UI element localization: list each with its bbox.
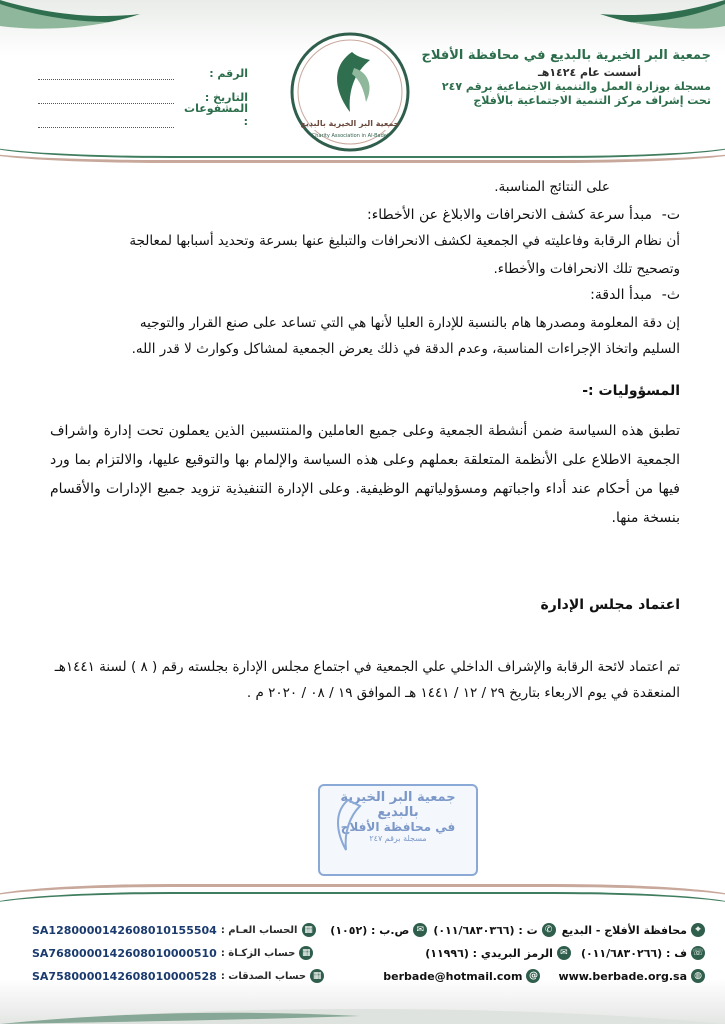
stamp-line: بالبديع (377, 805, 419, 820)
footer-fax-row (425, 946, 705, 960)
item-title: مبدأ الدقة: (590, 287, 652, 303)
supervision-info: تحت إشراف مركز التنمية الاجتماعية بالأفلاج (473, 94, 711, 107)
po-box-text: ص.ب : (١٠٥٢) (330, 923, 410, 937)
ref-number-line (38, 69, 174, 80)
organization-info (411, 48, 711, 108)
leaf-decoration-icon (0, 0, 175, 40)
founded-year: أسست عام ١٤٢٤هـ (537, 66, 641, 79)
email-icon: @ (526, 969, 540, 983)
footer-location-row (330, 923, 705, 937)
bank-icon: ▦ (299, 946, 313, 960)
stamp-line: مسجلة برقم ٢٤٧ (369, 834, 427, 843)
ref-date-label: التاريخ : (204, 91, 248, 104)
ref-number-label: الرقم : (209, 67, 248, 80)
paragraph-line: السليم واتخاذ الإجراءات المناسبة، وعدم الدقة في ذلك يعرض الجمعية لمشاكل وكوارث لا قدر الله. (131, 341, 680, 357)
approval-heading: اعتماد مجلس الإدارة (540, 597, 680, 613)
website-link[interactable]: www.berbade.org.sa (558, 969, 687, 983)
phone-text: ت : (٠١١/٦٨٣٠٣٦٦) (433, 923, 538, 937)
item-marker: ث- (661, 287, 680, 303)
account-row (18, 969, 324, 983)
ref-date-line (38, 93, 174, 104)
paragraph-line: وتصحيح تلك الانحرافات والأخطاء. (493, 261, 680, 277)
official-stamp (318, 784, 478, 876)
location-text: محافظة الأفلاج - البديع (561, 923, 687, 937)
stamp-line: في محافظة الأفلاج (340, 820, 456, 834)
svg-text:جمعية البر الخيرية بالبديع: جمعية البر الخيرية بالبديع (300, 119, 400, 128)
approval-text: المنعقدة في يوم الاربعاء بتاريخ ٢٩ / ١٢ / ١٤٤١ هـ الموافق ١٩ / ٠٨ / ٢٠٢٠ م . (246, 685, 680, 701)
approval-text: تم اعتماد لائحة الرقابة والإشراف الداخلي علي الجمعية في اجتماع مجلس الإدارة بجلسته رقم ( ٨ ) لسنة ١٤٤١هـ (54, 659, 680, 675)
responsibilities-text: تطبق هذه السياسة ضمن أنشطة الجمعية وعلى جميع العاملين والمنتسبين الذين يعملون تحت إدارة واشراف الجمعية الاطلاع على الأنظمة المتعلقة بعملهم وعلى هذه السياسة والإلمام بها والتوقيع عليها، والالتزام بما ورد فيها من أحكام عند أداء واجباتهم ومسؤولياتهم الوظيفية. وعلى الإدارة التنفيذية تزويد جميع الإدارات والأقسام بنسخة منها. (50, 423, 680, 526)
fax-icon: ☏ (692, 948, 704, 958)
leaf-decoration-icon (560, 0, 725, 40)
footer-web-row (383, 969, 705, 983)
principle-item (50, 283, 680, 307)
mailbox-icon: ✉ (413, 923, 427, 937)
item-marker: ت- (661, 207, 680, 223)
svg-text:Charity Association in Al-Bade: Charity Association in Al-Badei (311, 133, 389, 139)
paragraph-line: أن نظام الرقابة وفاعليته في الجمعية لكشف الانحرافات والتبليغ عنها بسرعة وتحديد أسبابها لمعالجة (129, 233, 680, 249)
ref-attachments-label: المشفوعات : (184, 102, 248, 128)
item-title: مبدأ سرعة كشف الانحرافات والابلاغ عن الأخطاء: (366, 207, 652, 223)
account-label: حساب الزكـاة : (220, 947, 296, 959)
email-link[interactable]: berbade@hotmail.com (383, 969, 523, 983)
account-iban: SA7680000142608010000510 (32, 946, 217, 960)
organization-name: جمعية البر الخيرية بالبديع في محافظة الأفلاج (421, 48, 711, 63)
paragraph-line: على النتائج المناسبة. (494, 179, 610, 195)
bank-icon: ▦ (310, 969, 324, 983)
account-row (18, 946, 313, 960)
postal-code-text: الرمز البريدي : (١١٩٩٦) (425, 946, 553, 960)
location-icon: ⌖ (691, 923, 705, 937)
ref-attachments-line (38, 117, 174, 128)
responsibilities-heading: المسؤوليات :- (582, 383, 680, 399)
principle-item (50, 203, 680, 227)
stamp-leaf-icon (326, 796, 366, 856)
paragraph-line: إن دقة المعلومة ومصدرها هام بالنسبة للإدارة العليا لأنها هي التي تساعد على صنع القرار والتوجيه (139, 315, 680, 331)
bank-icon: ▦ (302, 923, 316, 937)
stamp-line: جمعية البر الخيرية (340, 790, 456, 805)
account-iban: SA1280000142608010155504 (32, 923, 217, 937)
reference-fields (38, 56, 248, 128)
account-label: الحساب العـام : (220, 924, 298, 936)
registration-info: مسجلة بوزارة العمل والتنمية الاجتماعية برقم ٢٤٧ (441, 80, 711, 93)
globe-icon: ◍ (691, 969, 705, 983)
account-label: حساب الصدقات : (220, 970, 307, 982)
fax-text: ف : (٠١١/٦٨٣٠٢٦٦) (580, 946, 687, 960)
account-iban: SA7580000142608010000528 (32, 969, 217, 983)
footer-divider (0, 892, 725, 924)
phone-icon: ✆ (542, 923, 556, 937)
leaf-decoration-icon (0, 994, 725, 1024)
account-row (18, 923, 316, 937)
postal-icon: ✉ (557, 946, 571, 960)
document-body (50, 175, 680, 705)
header-divider (0, 138, 725, 163)
